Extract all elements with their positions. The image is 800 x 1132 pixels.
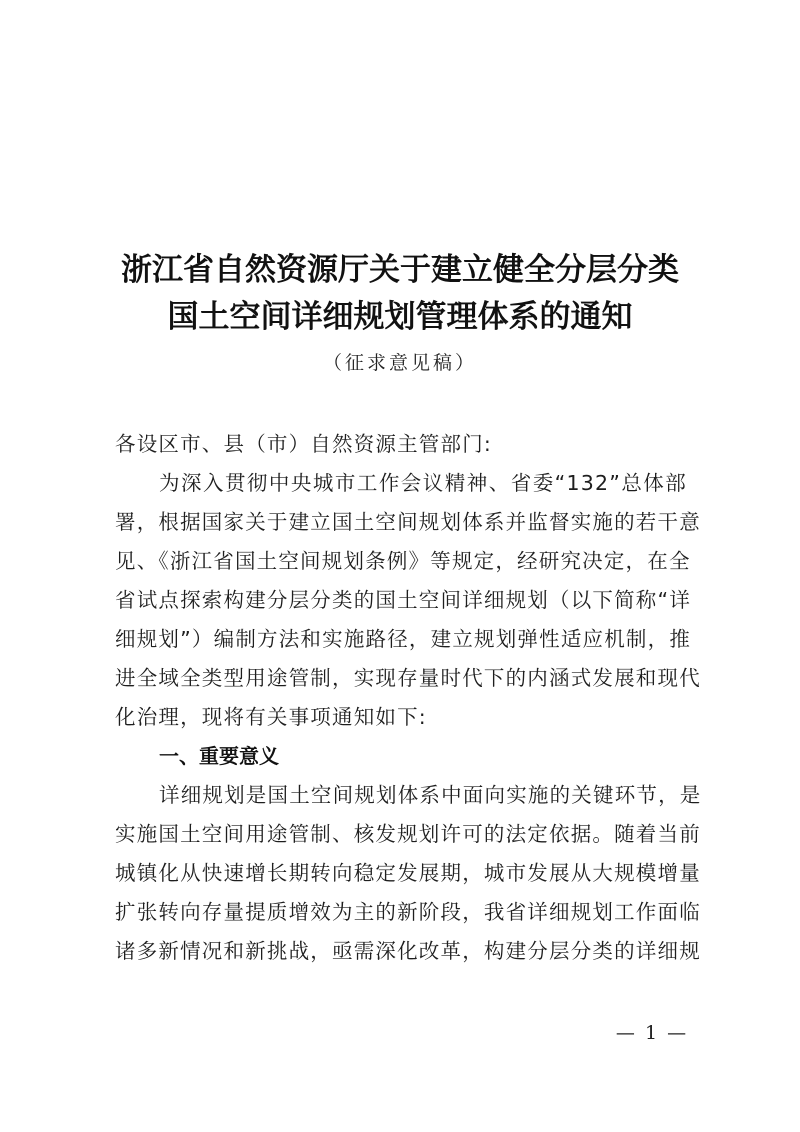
- paragraph-1-line: 省试点探索构建分层分类的国土空间详细规划（以下简称“详: [115, 588, 692, 612]
- salutation: 各设区市、县（市）自然资源主管部门:: [115, 432, 493, 456]
- paragraph-1-line: 细规划”）编制方法和实施路径，建立规划弹性适应机制，推: [115, 627, 692, 651]
- paragraph-1-line: 化治理，现将有关事项通知如下:: [115, 705, 427, 729]
- paragraph-2-line: 诸多新情况和新挑战，亟需深化改革，构建分层分类的详细规: [115, 939, 701, 963]
- paragraph-2-line: 详细规划是国土空间规划体系中面向实施的关键环节，是: [159, 783, 702, 807]
- paragraph-2-line: 扩张转向存量提质增效为主的新阶段，我省详细规划工作面临: [115, 900, 701, 924]
- document-subtitle: （征求意见稿）: [322, 352, 477, 374]
- document-title-line-1: 浙江省自然资源厅关于建立健全分层分类: [121, 252, 679, 288]
- section-heading: 一、重要意义: [159, 744, 279, 768]
- document-title-line-2: 国土空间详细规划管理体系的通知: [167, 299, 633, 335]
- document-body: [115, 425, 702, 971]
- paragraph-1-line: 为深入贯彻中央城市工作会议精神、省委“132”总体部: [159, 471, 687, 495]
- paragraph-1-line: 署，根据国家关于建立国土空间规划体系并监督实施的若干意: [115, 510, 701, 534]
- paragraph-2-line: 城镇化从快速增长期转向稳定发展期，城市发展从大规模增量: [115, 861, 701, 885]
- paragraph-2-line: 实施国土空间用途管制、核发规划许可的法定依据。随着当前: [115, 822, 701, 846]
- paragraph-1-line: 进全域全类型用途管制，实现存量时代下的内涵式发展和现代: [115, 666, 701, 690]
- paragraph-1-line: 见、《浙江省国土空间规划条例》等规定，经研究决定，在全: [115, 549, 691, 573]
- page-number: — 1 —: [615, 1022, 689, 1044]
